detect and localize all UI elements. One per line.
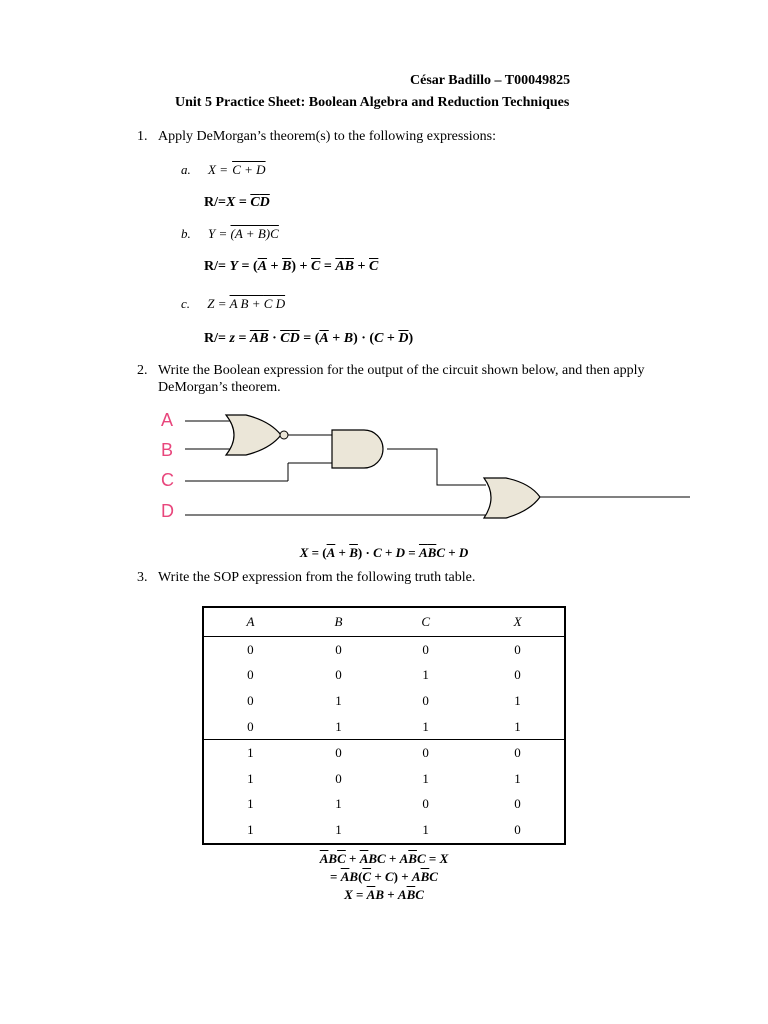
table-cell: 1 [422, 667, 429, 683]
column-header: X [471, 607, 565, 637]
table-cell: 0 [514, 667, 521, 683]
table-cell: 1 [247, 821, 254, 837]
q1-part-b: b. Y = (A + B)C [181, 226, 279, 241]
table-cell: 1 [335, 796, 342, 812]
table-row [203, 766, 565, 792]
table-row [203, 792, 565, 818]
question-number: 3. [137, 570, 148, 585]
question-1 [137, 128, 657, 145]
table-cell: 0 [247, 718, 254, 734]
q3-answer [0, 850, 768, 904]
answer-prefix: R/= [204, 259, 226, 274]
or-gate [484, 478, 540, 518]
q3-answer-line-3: $X = \overline{A}B + A\overline{B}C$ [344, 887, 424, 902]
part-label: c. [181, 296, 191, 311]
column-header: B [297, 607, 380, 637]
table-cell: 0 [335, 770, 342, 786]
logic-circuit-diagram [150, 405, 695, 530]
q1-part-c: c. Z = A B + C D [181, 296, 286, 311]
and-gate [332, 430, 383, 468]
question-text: Write the SOP expression from the following truth table. [158, 570, 476, 585]
question-2 [137, 362, 657, 396]
table-row [203, 714, 565, 740]
table-cell: 0 [335, 641, 342, 657]
table-cell: 1 [422, 770, 429, 786]
table-cell: 1 [514, 770, 521, 786]
table-cell: 1 [335, 821, 342, 837]
table-cell: 1 [422, 821, 429, 837]
column-header: C [380, 607, 471, 637]
answer-prefix: R/= [204, 331, 226, 346]
part-label: a. [181, 162, 191, 177]
input-label-a: A [161, 410, 174, 430]
input-label-d: D [161, 501, 174, 521]
question-text: Apply DeMorgan’s theorem(s) to the following expressions: [158, 129, 497, 144]
author-line: César Badillo – T00049825 [410, 73, 571, 88]
table-cell: 0 [247, 667, 254, 683]
table-row [203, 688, 565, 714]
table-cell: 0 [422, 796, 429, 812]
table-cell: 0 [380, 740, 471, 766]
question-number: 2. [137, 363, 148, 378]
q3-answer-line-1: $\overline{A}B\overline{C} + \overline{A}BC + A\overline{B}C = X$ [319, 851, 449, 866]
table-row [203, 740, 565, 766]
question-text: Write the Boolean expression for the output of the circuit shown below, and then apply DeMorgan’s theorem. [158, 363, 645, 395]
table-cell: 1 [335, 718, 342, 734]
table-cell: 1 [203, 740, 297, 766]
table-cell: 0 [247, 641, 254, 657]
question-number: 1. [137, 129, 148, 144]
table-cell: 0 [422, 692, 429, 708]
q2-answer: $X = (\overline{A} + \overline{B}) \cdot C + D = \overline{A}\overline{B}C + D$ [299, 545, 469, 560]
answer-prefix: R/= [204, 195, 226, 210]
input-label-b: B [161, 440, 174, 460]
column-header: A [203, 607, 297, 637]
q1-answer-b: $R/= Y = (\overline{A} + \overline{B}) + \overline{C} = \overline{A}\overline{B} + \overline{C}$ [204, 259, 379, 274]
table-cell: 1 [514, 692, 521, 708]
table-cell: 1 [422, 718, 429, 734]
part-label: b. [181, 226, 191, 241]
table-cell: 0 [335, 667, 342, 683]
table-cell: 0 [514, 821, 521, 837]
table-cell: 0 [471, 740, 565, 766]
q1-part-a: a. X = C + D [181, 162, 266, 177]
table-cell: 1 [247, 796, 254, 812]
page-title: Unit 5 Practice Sheet: Boolean Algebra and Reduction Techniques [175, 95, 570, 110]
table-cell: 0 [247, 692, 254, 708]
table-header-row [203, 607, 565, 637]
q1-answer-c: R/= z = AB · CD = $(\overline{A} + B) \cdot (C + \overline{D})$ [204, 331, 414, 346]
table-cell: 0 [297, 740, 380, 766]
q3-answer-line-2: = $\overline{A}B(\overline{C} + C) + A\overline{B}C$ [330, 869, 438, 884]
input-label-c: C [161, 470, 174, 490]
table-cell: 0 [514, 641, 521, 657]
table-row [203, 637, 565, 663]
question-3 [137, 569, 657, 586]
nor-gate [226, 415, 288, 455]
table-row [203, 663, 565, 689]
table-cell: 1 [514, 718, 521, 734]
table-cell: 0 [514, 796, 521, 812]
truth-table [202, 606, 566, 845]
table-cell: 1 [335, 692, 342, 708]
table-cell: 0 [422, 641, 429, 657]
table-row [203, 817, 565, 844]
table-cell: 1 [247, 770, 254, 786]
q1-answer-a: $R/=X = \overline{C}\overline{D}$ [204, 195, 270, 210]
